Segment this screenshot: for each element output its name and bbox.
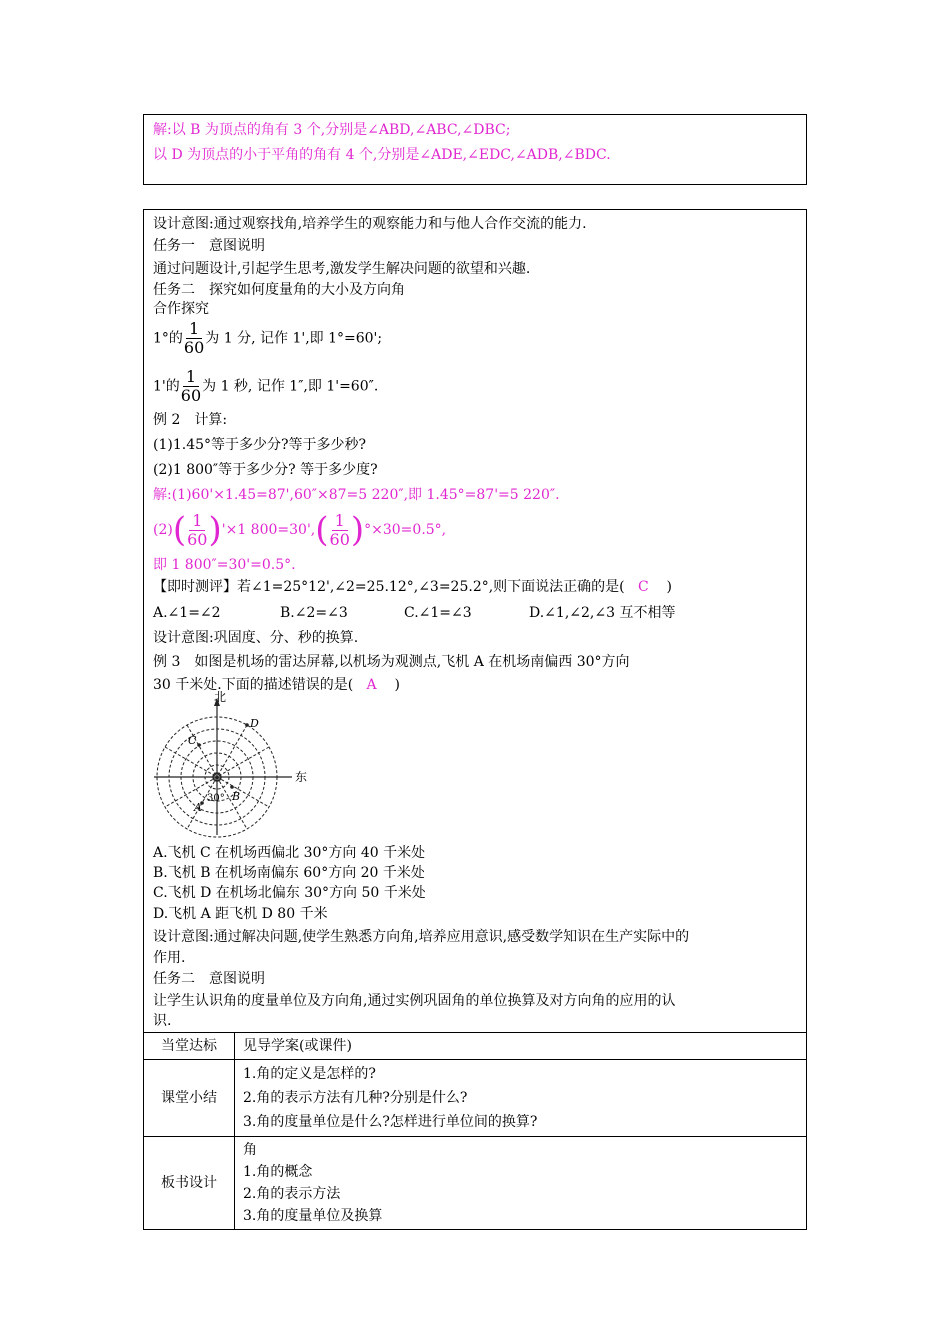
- fraction: $\frac{1}{60}$: [183, 319, 205, 357]
- example2-question-2: (2)1 800″等于多少分? 等于多少度?: [153, 462, 378, 478]
- svg-text:A: A: [194, 801, 202, 814]
- design-intent-2: 设计意图:巩固度、分、秒的换算.: [153, 630, 359, 646]
- quiz-option-a: A.∠1=∠2: [153, 605, 221, 621]
- example3-option-a: A.飞机 C 在机场西偏北 30°方向 40 千米处: [153, 845, 426, 861]
- row-content: 1.角的定义是怎样的? 2.角的表示方法有几种?分别是什么? 3.角的度量单位是什么?怎样进行单位间的换算?: [235, 1060, 807, 1137]
- radar-diagram: [152, 690, 312, 845]
- task3-title: 任务二 意图说明: [153, 971, 265, 987]
- svg-text:C: C: [188, 734, 197, 747]
- example3-option-b: B.飞机 B 在机场南偏东 60°方向 20 千米处: [153, 865, 425, 881]
- quiz-option-d: D.∠1,∠2,∠3 互不相等: [529, 605, 676, 621]
- example2-question-1: (1)1.45°等于多少分?等于多少秒?: [153, 437, 367, 453]
- row-content: 角 1.角的概念 2.角的表示方法 3.角的度量单位及换算: [235, 1137, 807, 1230]
- example2-title: 例 2 计算:: [153, 412, 228, 428]
- table-row: [144, 1060, 807, 1137]
- cooperative-explore: 合作探究: [153, 301, 209, 317]
- table-row: [144, 1137, 807, 1230]
- table-row: [144, 1033, 807, 1060]
- answer-box: [143, 114, 807, 185]
- quiz-question: 【即时测评】若∠1=25°12',∠2=25.12°,∠3=25.2°,则下面说法正确的是( C ): [153, 579, 673, 595]
- row-label: 板书设计: [144, 1137, 235, 1230]
- answer-line-1: 解:以 B 为顶点的角有 3 个,分别是∠ABD,∠ABC,∠DBC;: [153, 122, 511, 138]
- example3-option-c: C.飞机 D 在机场北偏东 30°方向 50 千米处: [153, 885, 426, 901]
- answer-line-2: 以 D 为顶点的小于平角的角有 4 个,分别是∠ADE,∠EDC,∠ADB,∠BDC.: [153, 147, 611, 163]
- example2-answer-1: 解:(1)60'×1.45=87',60″×87=5 220″,即 1.45°=87'=5 220″.: [153, 487, 560, 503]
- svg-text:北: 北: [214, 690, 227, 704]
- task3-line-1: 让学生认识角的度量单位及方向角,通过实例巩固角的单位换算及对方向角的应用的认: [153, 993, 676, 1009]
- lesson-content-box: [143, 209, 807, 1033]
- quiz-option-b: B.∠2=∠3: [280, 605, 348, 621]
- design-intent-3-line-1: 设计意图:通过解决问题,使学生熟悉方向角,培养应用意识,感受数学知识在生产实际中的: [153, 929, 690, 945]
- task3-line-2: 识.: [153, 1013, 172, 1029]
- quiz-option-c: C.∠1=∠3: [404, 605, 472, 621]
- svg-text:东: 东: [295, 770, 308, 784]
- row-content: 见导学案(或课件): [235, 1033, 807, 1060]
- design-intent-3-line-2: 作用.: [153, 950, 186, 966]
- design-intent-1: 设计意图:通过观察找角,培养学生的观察能力和与他人合作交流的能力.: [153, 216, 587, 232]
- svg-text:30°: 30°: [207, 793, 225, 804]
- quiz-answer: C: [638, 579, 649, 595]
- example3-option-d: D.飞机 A 距飞机 D 80 千米: [153, 906, 328, 922]
- example3-line-1: 例 3 如图是机场的雷达屏幕,以机场为观测点,飞机 A 在机场南偏西 30°方向: [153, 654, 630, 670]
- example3-line-2: 30 千米处.下面的描述错误的是( A ): [153, 677, 400, 693]
- svg-text:B: B: [232, 790, 241, 803]
- row-label: 当堂达标: [144, 1033, 235, 1060]
- task2-title: 任务二 探究如何度量角的大小及方向角: [153, 282, 405, 298]
- example2-answer-3: 即 1 800″=30'=0.5°.: [153, 557, 296, 573]
- task1-text: 通过问题设计,引起学生思考,激发学生解决问题的欲望和兴趣.: [153, 261, 531, 277]
- svg-text:D: D: [250, 717, 259, 730]
- example2-answer-2: (2)( $\frac{1}{60}$ )'×1 800=30',( $\frac{1}{60}$ )°×30=0.5°,: [153, 510, 447, 550]
- row-label: 课堂小结: [144, 1060, 235, 1137]
- task1-title: 任务一 意图说明: [153, 238, 265, 254]
- definition-second: 1'的 $\frac{1}{60}$ 为 1 秒, 记作 1″,即 1'=60″.: [153, 367, 379, 405]
- definition-minute: 1°的 $\frac{1}{60}$ 为 1 分, 记作 1',即 1°=60';: [153, 319, 383, 357]
- fraction: $\frac{1}{60}$: [180, 367, 202, 405]
- summary-table: [143, 1032, 807, 1230]
- example3-answer: A: [366, 677, 377, 693]
